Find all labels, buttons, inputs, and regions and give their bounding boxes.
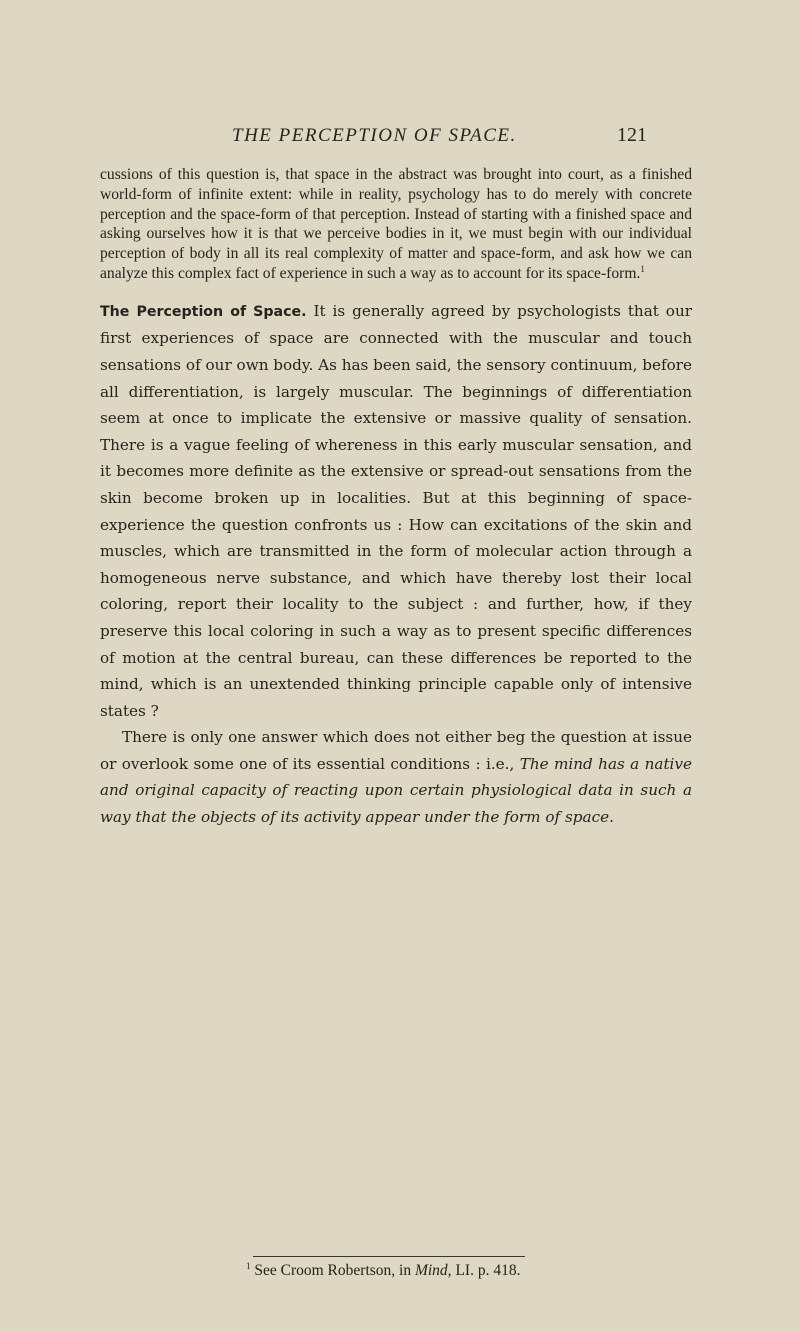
paragraph-perception-of-space	[100, 298, 692, 725]
paragraph-text: There is only one answer which does not either beg the question at issue or overlook some one of its essential conditions : i.e.,	[100, 728, 692, 773]
paragraph-answer	[100, 724, 692, 830]
footnote-text-after: LI. p. 418.	[451, 1262, 521, 1279]
page-header	[0, 125, 800, 155]
footnote	[246, 1262, 520, 1280]
paragraph-continued	[100, 165, 692, 284]
footnote-text-before: See Croom Robertson, in	[254, 1262, 415, 1279]
footnote-journal: Mind,	[414, 1262, 452, 1279]
running-head: THE PERCEPTION OF SPACE.	[232, 125, 517, 146]
body-text	[100, 165, 692, 831]
paragraph-text: cussions of this question is, that space in the abstract was brought into court, as a finished world-form of infinite extent: while in reality, psychology has to do merely with concrete perception and the space-form of that perception. Instead of starting with a finished space and asking ourselves how it is that we perceive bodies in it, we must begin with our individual perception of body in all its real complexity of matter and space-form, and ask how we can analyze this complex fact of experience in such a way as to account for its space-form.	[100, 166, 692, 282]
footnote-marker: 1	[246, 1260, 251, 1271]
paragraph-text: It is generally agreed by psychologists that our first experiences of space are connected with the muscular and touch sensations of our own body. As has been said, the sensory continuum, before all differentiation, is largely muscular. The beginnings of differentiation seem at once to implicate the extensive or massive quality of sensation. There is a vague feeling of whereness in this early muscular sensation, and it becomes more definite as the extensive or spread-out sensations from the skin become broken up in localities. But at this beginning of space-experience the question confronts us : How can excitations of the skin and muscles, which are transmitted in the form of molecular action through a homogeneous nerve substance, and which have thereby lost their local coloring, report their locality to the subject : and further, how, if they preserve this local coloring in such a way as to present specific differences of motion at the central bureau, can these differences be reported to the mind, which is an unextended thinking principle capable only of intensive states ?	[100, 301, 692, 720]
italic-statement: The mind has a native and original capacity of reacting upon certain physiological data in such a way that the objects of its activity appear under the form of space.	[100, 754, 692, 827]
section-heading: The Perception of Space.	[100, 303, 307, 320]
footnote-reference: 1	[640, 263, 645, 274]
page-number: 121	[617, 124, 647, 146]
footnote-rule	[253, 1256, 525, 1257]
